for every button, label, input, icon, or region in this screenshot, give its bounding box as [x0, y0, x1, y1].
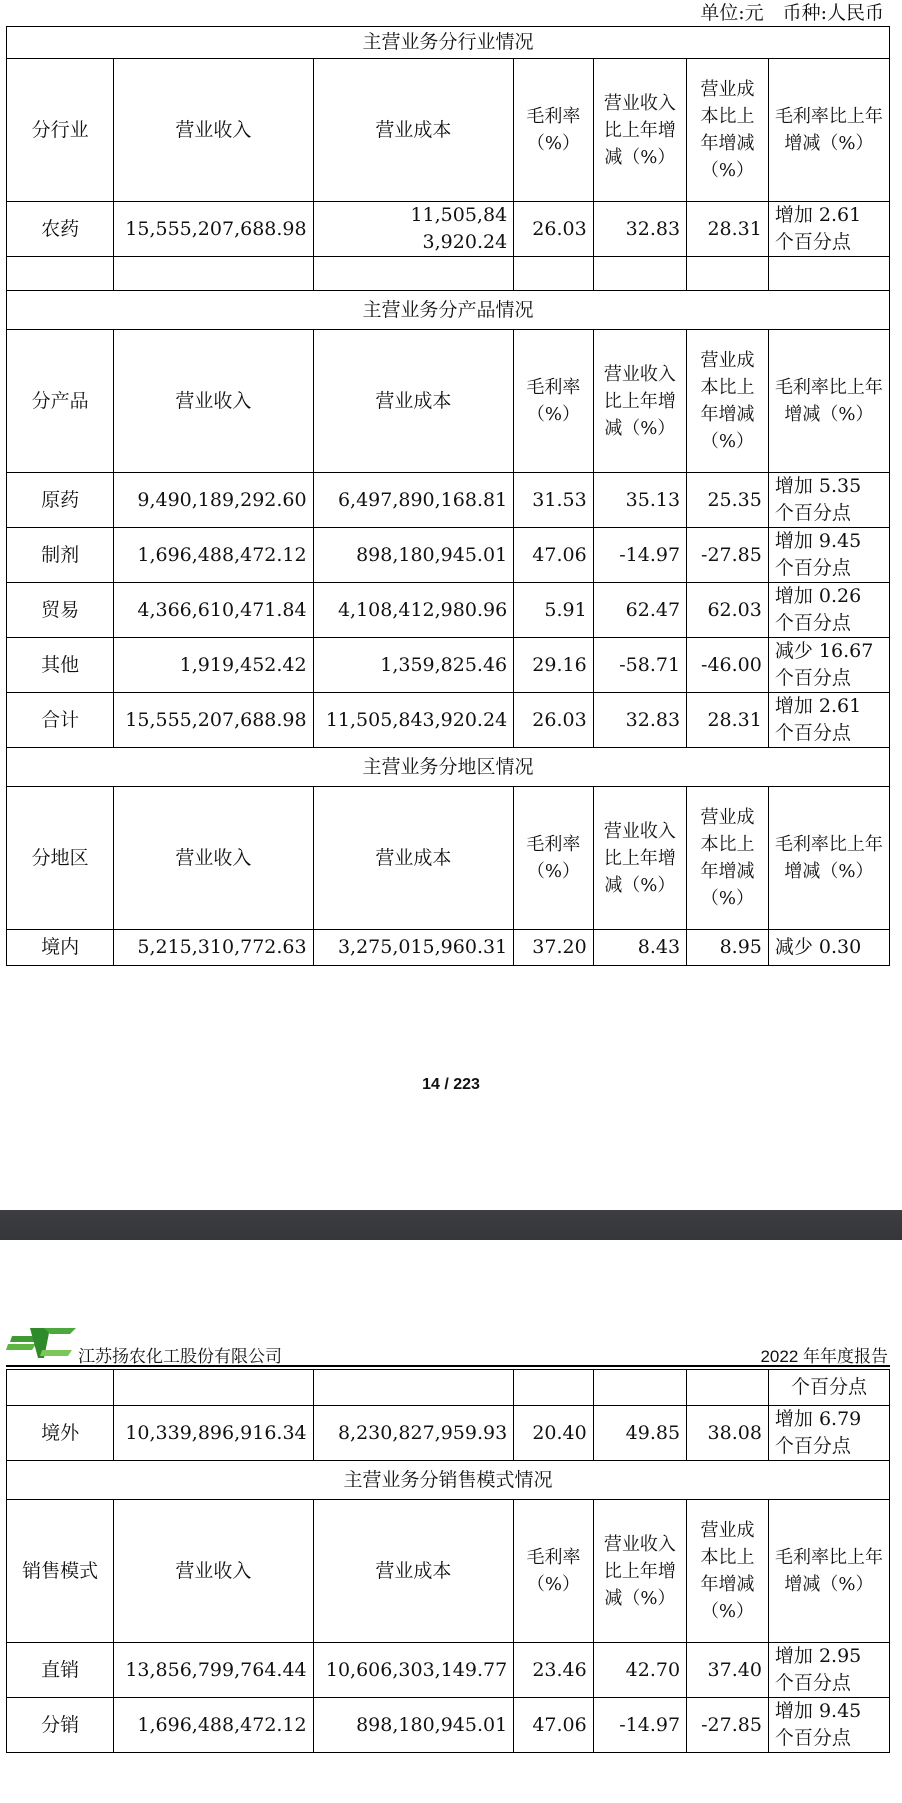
margin-cell: 26.03: [514, 202, 594, 257]
section-title-region: 主营业务分地区情况: [7, 748, 890, 787]
margin-change-cell-continued: 个百分点: [768, 1370, 889, 1406]
row-name: 制剂: [7, 528, 114, 583]
margin-cell: 37.20: [514, 930, 594, 966]
margin-change-cell: 减少 0.30: [768, 930, 889, 966]
empty-row: [7, 257, 890, 291]
cost-cell: 8,230,827,959.93: [313, 1406, 514, 1461]
page-number: 14 / 223: [422, 1076, 480, 1093]
margin-change-header: 毛利率比上年增减（%）: [768, 787, 889, 930]
table-row: [7, 528, 890, 583]
cost-change-cell: -27.85: [687, 1698, 769, 1753]
revenue-cell: 1,919,452.42: [114, 638, 313, 693]
table-row-total: [7, 693, 890, 748]
cost-header: 营业成本: [313, 787, 514, 930]
cost-cell: 898,180,945.01: [313, 1698, 514, 1753]
revenue-change-cell: 32.83: [593, 693, 686, 748]
margin-change-cell: 减少 16.67 个百分点: [768, 638, 889, 693]
cost-change-cell: 28.31: [687, 202, 769, 257]
row-name: 农药: [7, 202, 114, 257]
revenue-change-header: 营业收入比上年增减（%）: [593, 787, 686, 930]
header-row: [7, 787, 890, 930]
margin-change-header: 毛利率比上年增减（%）: [768, 59, 889, 202]
revenue-change-cell: 8.43: [593, 930, 686, 966]
unit-currency-note: 单位:元 币种:人民币: [700, 2, 884, 24]
main-business-table-page-15: [6, 1369, 890, 1753]
report-title: 2022 年年度报告: [760, 1347, 888, 1366]
row-name: 境内: [7, 930, 114, 966]
row-name: 分销: [7, 1698, 114, 1753]
section-title-row: [7, 27, 890, 59]
margin-change-header: 毛利率比上年增减（%）: [768, 1500, 889, 1643]
revenue-change-header: 营业收入比上年增减（%）: [593, 1500, 686, 1643]
header-row: [7, 59, 890, 202]
cost-change-cell: -46.00: [687, 638, 769, 693]
table-row: [7, 638, 890, 693]
revenue-change-cell: -14.97: [593, 1698, 686, 1753]
margin-cell: 47.06: [514, 1698, 594, 1753]
margin-change-cell: 增加 5.35 个百分点: [768, 473, 889, 528]
header-row: [7, 330, 890, 473]
revenue-header: 营业收入: [114, 787, 313, 930]
cost-cell: 11,505,843,920.24: [313, 693, 514, 748]
revenue-cell: 4,366,610,471.84: [114, 583, 313, 638]
continuation-row: [7, 1370, 890, 1406]
margin-change-cell: 增加 6.79 个百分点: [768, 1406, 889, 1461]
margin-cell: 23.46: [514, 1643, 594, 1698]
margin-cell: 20.40: [514, 1406, 594, 1461]
section-title-sales-mode: 主营业务分销售模式情况: [7, 1461, 890, 1500]
cost-change-cell: 62.03: [687, 583, 769, 638]
table-row: [7, 930, 890, 966]
margin-cell: 47.06: [514, 528, 594, 583]
cost-change-cell: 25.35: [687, 473, 769, 528]
revenue-cell: 1,696,488,472.12: [114, 528, 313, 583]
section-title-industry: 主营业务分行业情况: [7, 27, 890, 59]
revenue-change-cell: 62.47: [593, 583, 686, 638]
company-name: 江苏扬农化工股份有限公司: [78, 1347, 282, 1367]
cost-change-cell: 8.95: [687, 930, 769, 966]
margin-header: 毛利率（%）: [514, 787, 594, 930]
margin-change-cell: 增加 0.26 个百分点: [768, 583, 889, 638]
section-title-row: [7, 1461, 890, 1500]
margin-change-cell: 增加 2.61 个百分点: [768, 693, 889, 748]
table-row: [7, 583, 890, 638]
header-divider: [6, 1365, 890, 1367]
cost-cell: 10,606,303,149.77: [313, 1643, 514, 1698]
margin-cell: 31.53: [514, 473, 594, 528]
margin-header: 毛利率（%）: [514, 330, 594, 473]
revenue-cell: 9,490,189,292.60: [114, 473, 313, 528]
revenue-change-cell: 32.83: [593, 202, 686, 257]
cost-change-cell: 28.31: [687, 693, 769, 748]
revenue-cell: 13,856,799,764.44: [114, 1643, 313, 1698]
cost-change-cell: -27.85: [687, 528, 769, 583]
cost-cell: 6,497,890,168.81: [313, 473, 514, 528]
row-name: 其他: [7, 638, 114, 693]
revenue-cell: 1,696,488,472.12: [114, 1698, 313, 1753]
cost-cell: 3,275,015,960.31: [313, 930, 514, 966]
table-row: [7, 202, 890, 257]
cost-cell: 1,359,825.46: [313, 638, 514, 693]
header-row: [7, 1500, 890, 1643]
cost-cell: 898,180,945.01: [313, 528, 514, 583]
cost-change-cell: 37.40: [687, 1643, 769, 1698]
revenue-change-cell: 35.13: [593, 473, 686, 528]
section-title-product: 主营业务分产品情况: [7, 291, 890, 330]
table-row: [7, 1406, 890, 1461]
margin-change-cell: 增加 2.95 个百分点: [768, 1643, 889, 1698]
cost-header: 营业成本: [313, 330, 514, 473]
revenue-change-header: 营业收入比上年增减（%）: [593, 330, 686, 473]
cost-header: 营业成本: [313, 1500, 514, 1643]
margin-cell: 29.16: [514, 638, 594, 693]
revenue-cell: 15,555,207,688.98: [114, 693, 313, 748]
margin-header: 毛利率（%）: [514, 1500, 594, 1643]
table-row: [7, 1698, 890, 1753]
cost-change-header: 营业成本比上年增减（%）: [687, 59, 769, 202]
revenue-cell: 10,339,896,916.34: [114, 1406, 313, 1461]
page-separator: [0, 1210, 902, 1240]
cost-change-cell: 38.08: [687, 1406, 769, 1461]
revenue-change-cell: 42.70: [593, 1643, 686, 1698]
revenue-header: 营业收入: [114, 330, 313, 473]
report-header: [0, 1318, 902, 1368]
main-business-table-page-14: [6, 26, 890, 966]
row-name: 境外: [7, 1406, 114, 1461]
dimension-header: 分地区: [7, 787, 114, 930]
margin-cell: 26.03: [514, 693, 594, 748]
revenue-change-header: 营业收入比上年增减（%）: [593, 59, 686, 202]
table-row: [7, 1643, 890, 1698]
margin-cell: 5.91: [514, 583, 594, 638]
revenue-change-cell: -58.71: [593, 638, 686, 693]
cost-cell: 4,108,412,980.96: [313, 583, 514, 638]
cost-change-header: 营业成本比上年增减（%）: [687, 1500, 769, 1643]
revenue-cell: 15,555,207,688.98: [114, 202, 313, 257]
row-name: 合计: [7, 693, 114, 748]
margin-header: 毛利率（%）: [514, 59, 594, 202]
cost-cell: 11,505,843,920.24: [313, 202, 514, 257]
row-name: 直销: [7, 1643, 114, 1698]
cost-change-header: 营业成本比上年增减（%）: [687, 330, 769, 473]
margin-change-cell: 增加 2.61 个百分点: [768, 202, 889, 257]
revenue-change-cell: 49.85: [593, 1406, 686, 1461]
margin-change-cell: 增加 9.45 个百分点: [768, 1698, 889, 1753]
revenue-change-cell: -14.97: [593, 528, 686, 583]
section-title-row: [7, 291, 890, 330]
revenue-header: 营业收入: [114, 59, 313, 202]
dimension-header: 分产品: [7, 330, 114, 473]
revenue-header: 营业收入: [114, 1500, 313, 1643]
dimension-header: 销售模式: [7, 1500, 114, 1643]
company-logo-icon: [6, 1324, 78, 1360]
cost-header: 营业成本: [313, 59, 514, 202]
section-title-row: [7, 748, 890, 787]
row-name: 贸易: [7, 583, 114, 638]
dimension-header: 分行业: [7, 59, 114, 202]
margin-change-cell: 增加 9.45 个百分点: [768, 528, 889, 583]
row-name: 原药: [7, 473, 114, 528]
margin-change-header: 毛利率比上年增减（%）: [768, 330, 889, 473]
revenue-cell: 5,215,310,772.63: [114, 930, 313, 966]
cost-change-header: 营业成本比上年增减（%）: [687, 787, 769, 930]
table-row: [7, 473, 890, 528]
